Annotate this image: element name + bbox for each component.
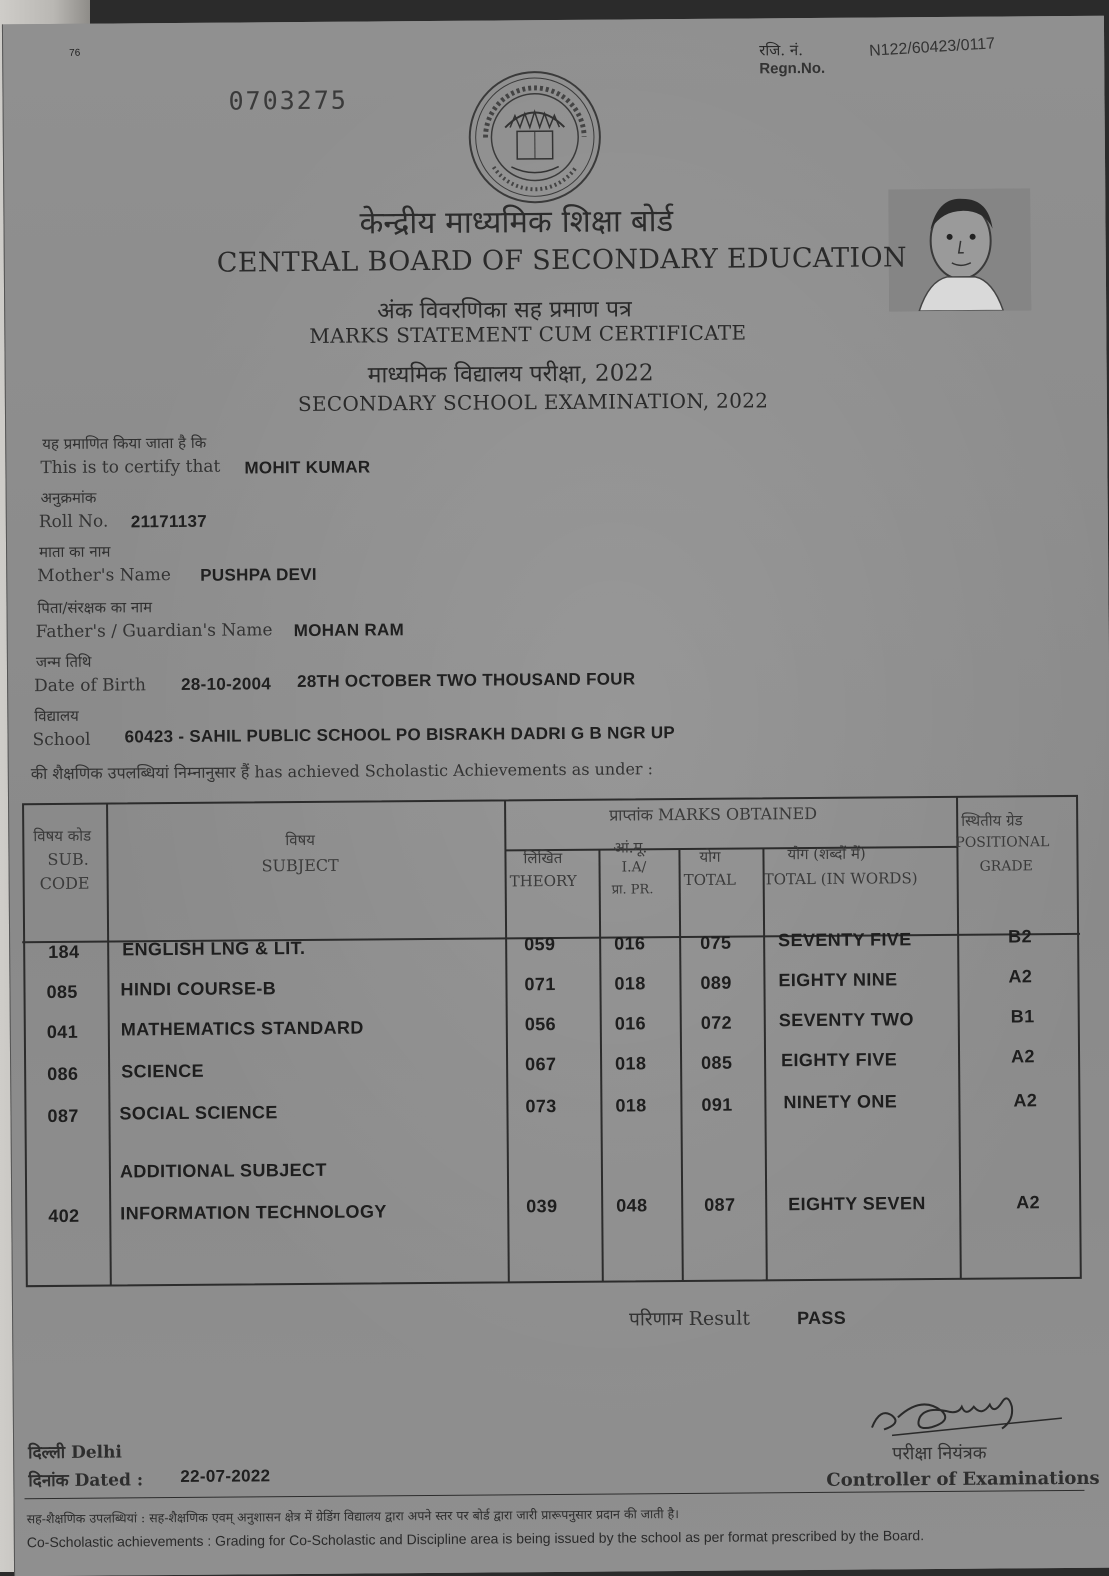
regn-number: N122/60423/0117 bbox=[869, 35, 996, 61]
roll-number: 21171137 bbox=[131, 512, 207, 533]
header-total-words: TOTAL (IN WORDS) bbox=[764, 869, 918, 888]
row-additional-theory: 039 bbox=[526, 1196, 557, 1217]
board-name: CENTRAL BOARD OF SECONDARY EDUCATION bbox=[217, 242, 907, 278]
row-5-words: NINETY ONE bbox=[783, 1091, 897, 1113]
marks-certificate-sheet bbox=[2, 16, 1109, 1576]
row-5-theory: 073 bbox=[525, 1096, 556, 1117]
candidate-photo bbox=[888, 188, 1031, 311]
mother-label: Mother's Name bbox=[37, 565, 171, 586]
corner-number: 76 bbox=[69, 48, 80, 59]
row-4-grade: A2 bbox=[1011, 1046, 1035, 1067]
controller-signature bbox=[862, 1376, 1073, 1448]
certificate-title-hindi: अंक विवरणिका सह प्रमाण पत्र bbox=[377, 291, 632, 325]
result-value: PASS bbox=[797, 1308, 846, 1329]
row-5-grade: A2 bbox=[1013, 1090, 1037, 1111]
regn-label-hindi: रजि. नं. bbox=[759, 40, 803, 60]
row-2-grade: A2 bbox=[1008, 966, 1032, 987]
dob-label-hindi: जन्म तिथि bbox=[36, 652, 92, 672]
school-name: 60423 - SAHIL PUBLIC SCHOOL PO BISRAKH DADRI G B NGR UP bbox=[124, 723, 675, 747]
mother-label-hindi: माता का नाम bbox=[39, 542, 111, 563]
header-code-line2: CODE bbox=[40, 874, 90, 893]
row-3-words: SEVENTY TWO bbox=[779, 1009, 914, 1031]
row-1-grade: B2 bbox=[1008, 926, 1032, 947]
co-scholastic-note-hindi: सह-शैक्षणिक उपलब्धियां : सह-शैक्षणिक एवम् अनुशासन क्षेत्र में ग्रेडिंग विद्यालय द्वारा अपने स्तर पर बोर्ड द्वारा जारी प्रारूपनुसार प्रदान की जाती है। bbox=[27, 1505, 679, 1527]
row-2-words: EIGHTY NINE bbox=[778, 969, 897, 991]
exam-name: SECONDARY SCHOOL EXAMINATION, 2022 bbox=[298, 388, 769, 416]
issue-date: 22-07-2022 bbox=[180, 1466, 270, 1487]
header-ia-hindi: आं.मू. bbox=[613, 837, 647, 857]
header-total: TOTAL bbox=[684, 871, 736, 889]
row-2-theory: 071 bbox=[524, 974, 555, 995]
header-grade-line2: GRADE bbox=[980, 858, 1033, 874]
row-3-ia: 016 bbox=[615, 1013, 646, 1034]
father-name: MOHAN RAM bbox=[294, 620, 405, 641]
dated-label: दिनांक Dated : bbox=[28, 1467, 143, 1491]
header-subject-hindi: विषय bbox=[285, 830, 315, 850]
row-1-code: 184 bbox=[48, 942, 79, 963]
row-3-theory: 056 bbox=[525, 1014, 556, 1035]
school-label-hindi: विद्यालय bbox=[34, 706, 79, 726]
row-4-total: 085 bbox=[701, 1053, 732, 1074]
row-1-theory: 059 bbox=[524, 934, 555, 955]
header-words-hindi: योग (शब्दों में) bbox=[787, 844, 865, 865]
row-4-ia: 018 bbox=[615, 1053, 646, 1074]
row-3-grade: B1 bbox=[1011, 1006, 1035, 1027]
father-label: Father's / Guardian's Name bbox=[36, 620, 273, 642]
row-additional-grade: A2 bbox=[1016, 1192, 1040, 1213]
row-additional-words: EIGHTY SEVEN bbox=[788, 1193, 926, 1215]
dob-label: Date of Birth bbox=[34, 675, 146, 696]
additional-subject-label: ADDITIONAL SUBJECT bbox=[120, 1160, 327, 1183]
row-additional-subject: INFORMATION TECHNOLOGY bbox=[120, 1201, 387, 1224]
row-5-code: 087 bbox=[47, 1106, 78, 1127]
dob-words: 28TH OCTOBER TWO THOUSAND FOUR bbox=[297, 669, 635, 692]
mother-name: PUSHPA DEVI bbox=[200, 565, 317, 586]
row-3-code: 041 bbox=[47, 1022, 78, 1043]
board-name-hindi: केन्द्रीय माध्यमिक शिक्षा बोर्ड bbox=[359, 199, 673, 243]
school-label: School bbox=[32, 730, 90, 750]
row-2-subject: HINDI COURSE-B bbox=[120, 978, 276, 1000]
row-1-total: 075 bbox=[700, 933, 731, 954]
header-grade-hindi: स्थितीय ग्रेड bbox=[961, 810, 1023, 830]
header-theory-hindi: लिखित bbox=[523, 848, 562, 868]
row-2-code: 085 bbox=[46, 982, 77, 1003]
controller-title: Controller of Examinations bbox=[826, 1468, 1099, 1491]
co-scholastic-note: Co-Scholastic achievements : Grading for Co-Scholastic and Discipline area is being issued by the school as per format prescribed by the Board. bbox=[27, 1527, 924, 1550]
row-2-ia: 018 bbox=[614, 973, 645, 994]
row-1-ia: 016 bbox=[614, 933, 645, 954]
row-additional-total: 087 bbox=[704, 1195, 735, 1216]
row-additional-code: 402 bbox=[48, 1206, 79, 1227]
place: दिल्ली Delhi bbox=[28, 1439, 122, 1463]
exam-name-hindi: माध्यमिक विद्यालय परीक्षा, 2022 bbox=[368, 355, 654, 389]
row-4-words: EIGHTY FIVE bbox=[781, 1049, 897, 1071]
regn-label: Regn.No. bbox=[759, 60, 825, 78]
row-5-subject: SOCIAL SCIENCE bbox=[119, 1102, 277, 1124]
certify-label: This is to certify that bbox=[40, 457, 220, 478]
achievement-line: की शैक्षणिक उपलब्धियां निम्नानुसार हैं has achieved Scholastic Achievements as under : bbox=[31, 757, 653, 784]
result-label: परिणाम Result bbox=[629, 1305, 750, 1332]
row-5-total: 091 bbox=[701, 1095, 732, 1116]
candidate-name: MOHIT KUMAR bbox=[244, 457, 370, 478]
row-4-theory: 067 bbox=[525, 1054, 556, 1075]
certify-label-hindi: यह प्रमाणित किया जाता है कि bbox=[42, 433, 206, 454]
roll-label-hindi: अनुक्रमांक bbox=[41, 488, 97, 508]
footer-divider bbox=[24, 1490, 1084, 1499]
header-code-hindi: विषय कोड bbox=[33, 826, 91, 846]
certificate-title: MARKS STATEMENT CUM CERTIFICATE bbox=[309, 321, 746, 348]
father-label-hindi: पिता/संरक्षक का नाम bbox=[37, 597, 152, 618]
header-subject: SUBJECT bbox=[261, 856, 338, 876]
row-2-total: 089 bbox=[700, 973, 731, 994]
header-total-hindi: योग bbox=[699, 847, 720, 867]
header-theory: THEORY bbox=[510, 872, 577, 891]
row-3-total: 072 bbox=[701, 1013, 732, 1034]
row-1-words: SEVENTY FIVE bbox=[778, 929, 912, 951]
roll-label: Roll No. bbox=[39, 512, 109, 533]
serial-number: 0703275 bbox=[228, 86, 348, 116]
row-additional-ia: 048 bbox=[616, 1195, 647, 1216]
header-marks-obtained: प्राप्तांक MARKS OBTAINED bbox=[609, 802, 817, 826]
header-grade-line1: POSITIONAL bbox=[955, 834, 1049, 851]
row-1-subject: ENGLISH LNG & LIT. bbox=[122, 938, 305, 960]
row-4-subject: SCIENCE bbox=[121, 1061, 204, 1083]
header-practical: प्रा. PR. bbox=[612, 879, 654, 897]
row-5-ia: 018 bbox=[615, 1095, 646, 1116]
cbse-seal-emblem bbox=[465, 68, 604, 207]
header-code-line1: SUB. bbox=[47, 850, 88, 869]
row-3-subject: MATHEMATICS STANDARD bbox=[121, 1018, 364, 1041]
controller-title-hindi: परीक्षा नियंत्रक bbox=[892, 1441, 987, 1466]
dob-value: 28-10-2004 bbox=[181, 674, 271, 695]
header-ia: I.A/ bbox=[622, 859, 647, 875]
row-4-code: 086 bbox=[47, 1064, 78, 1085]
